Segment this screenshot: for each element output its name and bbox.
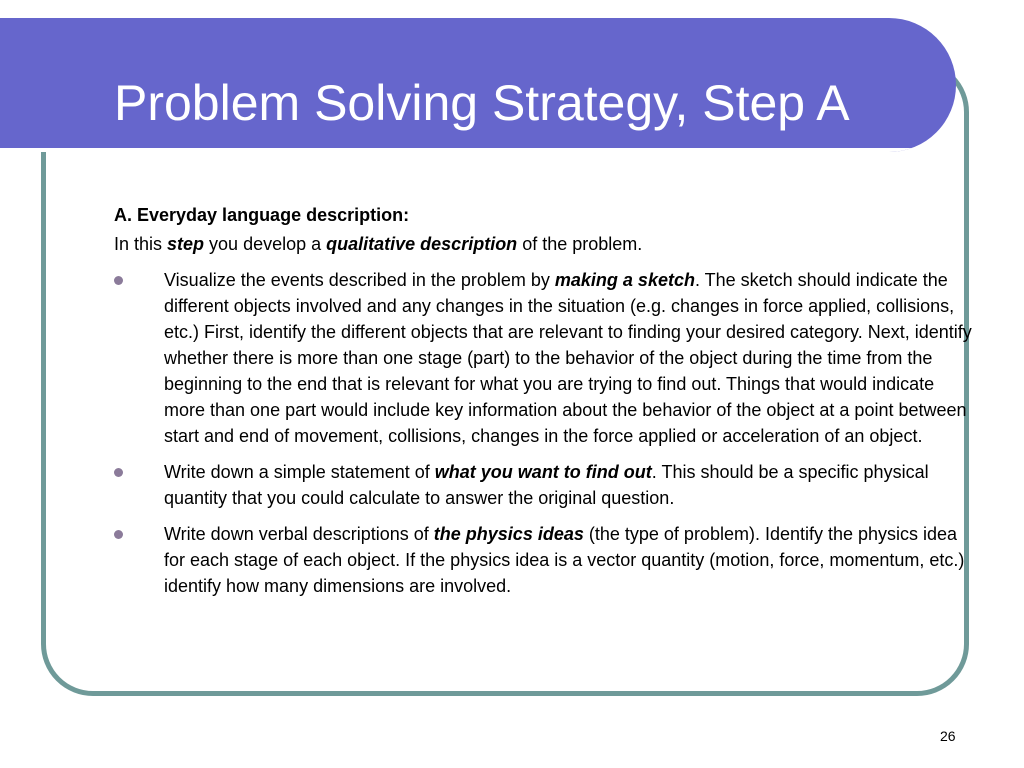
bullet-icon xyxy=(114,530,123,539)
list-item xyxy=(114,459,980,511)
title-band xyxy=(0,18,956,152)
slide-content xyxy=(114,202,980,609)
bullet-text: Write down a simple statement of xyxy=(164,462,435,482)
bullet-text: (the type of problem). Identify the physics idea for each stage of each object. If the physics idea is a vector quantity (motion, force, momentum, etc.) identify how many dimensions are involved. xyxy=(164,524,965,596)
section-heading: A. Everyday language description: xyxy=(114,205,410,225)
slide-title: Problem Solving Strategy, Step A xyxy=(114,75,850,131)
bullet-emphasis: what you want to find out xyxy=(434,462,652,482)
bullet-icon xyxy=(114,468,123,477)
list-item xyxy=(114,521,980,599)
list-item xyxy=(114,267,980,449)
intro-emphasis-qualitative: qualitative description xyxy=(326,234,518,254)
intro-paragraph xyxy=(114,231,980,257)
page-number: 26 xyxy=(940,728,956,744)
bullet-text: Write down verbal descriptions of xyxy=(164,524,434,544)
bullet-text: Visualize the events described in the problem by xyxy=(164,270,555,290)
bullet-list xyxy=(114,267,980,599)
intro-text-3: of the problem. xyxy=(517,234,643,254)
intro-text-2: you develop a xyxy=(204,234,327,254)
bullet-emphasis: making a sketch xyxy=(554,270,695,290)
bullet-icon xyxy=(114,276,123,285)
title-underline xyxy=(0,148,934,152)
intro-emphasis-step: step xyxy=(167,234,205,254)
bullet-text: . This should be a specific physical quantity that you could calculate to answer the original question. xyxy=(164,462,929,508)
bullet-emphasis: the physics ideas xyxy=(433,524,584,544)
bullet-text: . The sketch should indicate the different objects involved and any changes in the situation (e.g. changes in force applied, collisions, etc.) First, identify the different objects that are relevant to finding your desired category. Next, identify whether there is more than one stage (part) to the behavior of the object during the time from the beginning to the end that is relevant for what you are trying to find out. Things that would indicate more than one part would include key information about the behavior of the object at a point between start and end of movement, collisions, changes in the force applied or acceleration of an object. xyxy=(164,270,972,446)
intro-text-1: In this xyxy=(114,234,168,254)
